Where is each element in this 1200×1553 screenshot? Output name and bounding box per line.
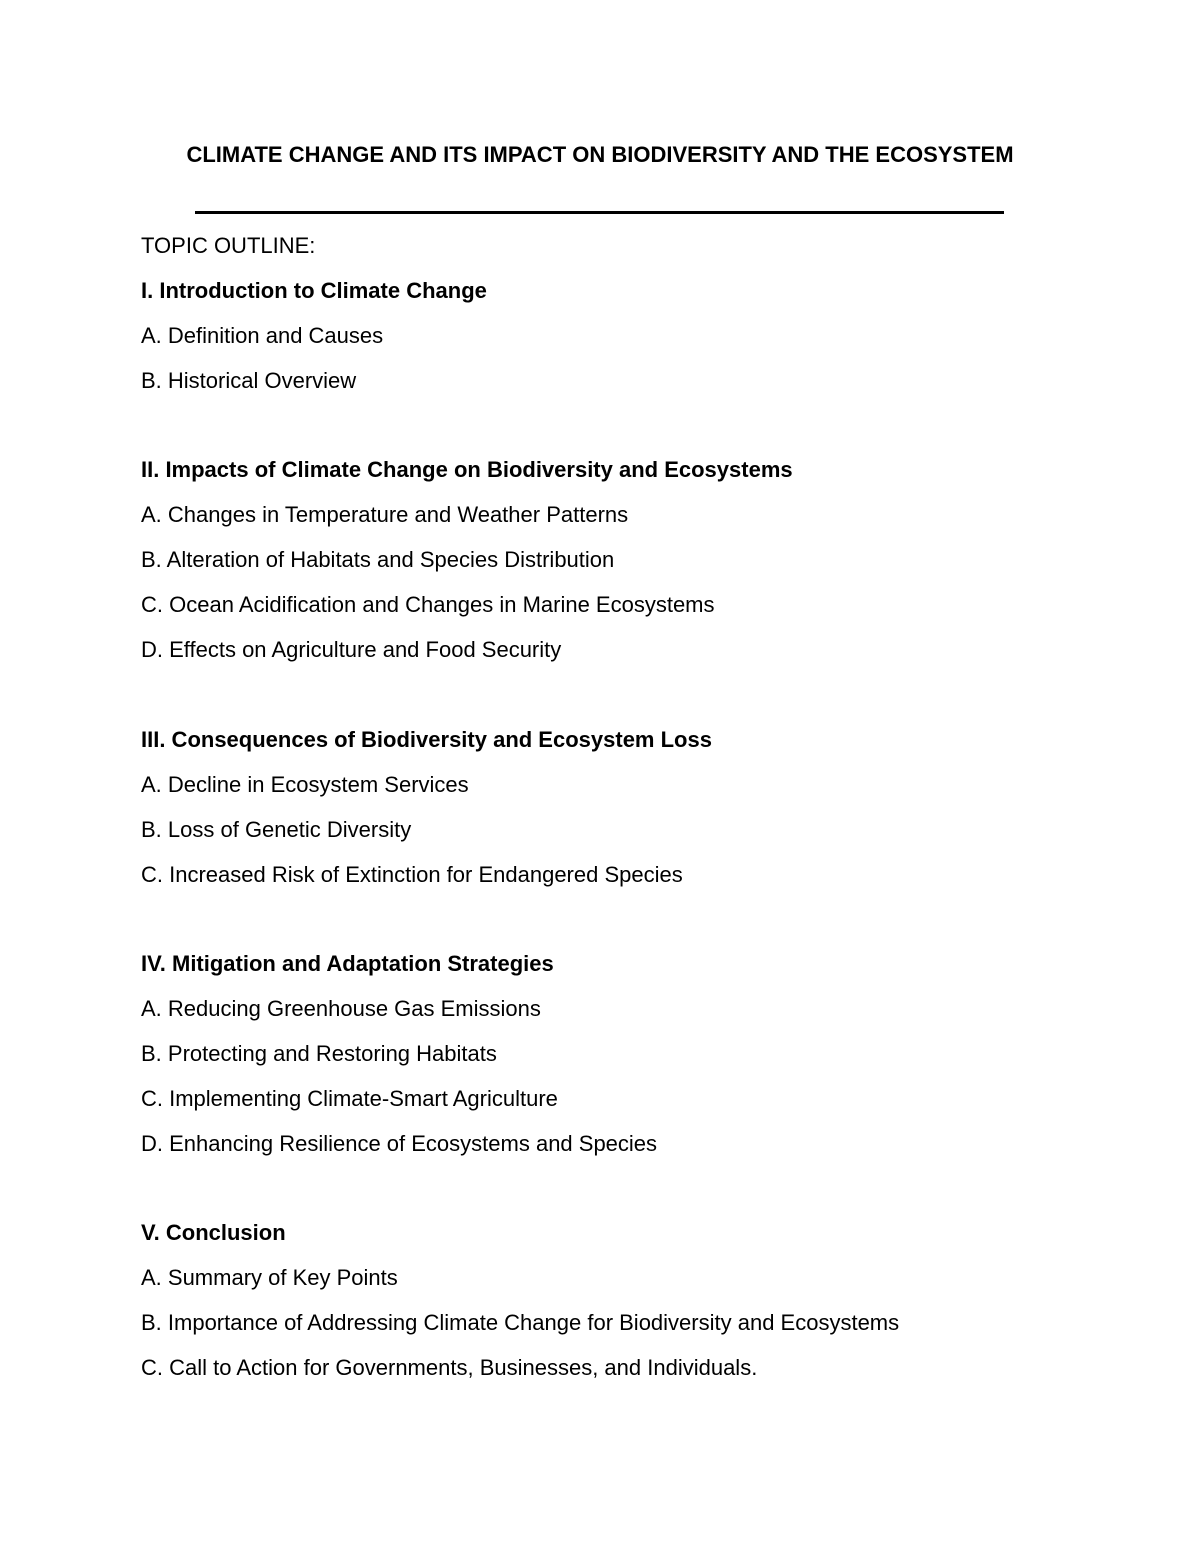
list-item: A. Summary of Key Points [141, 1265, 398, 1290]
title-underline-rule [195, 211, 1004, 214]
section-heading: V. Conclusion [141, 1220, 286, 1245]
list-item: C. Ocean Acidification and Changes in Marine Ecosystems [141, 592, 715, 617]
list-item: A. Changes in Temperature and Weather Patterns [141, 502, 629, 527]
list-item: B. Alteration of Habitats and Species Distribution [141, 547, 615, 572]
section-3 [141, 726, 712, 889]
list-item: A. Decline in Ecosystem Services [141, 772, 469, 797]
section-2 [141, 456, 793, 664]
list-item: A. Definition and Causes [141, 323, 384, 348]
section-heading: I. Introduction to Climate Change [141, 278, 487, 303]
section-4 [141, 950, 657, 1158]
list-item: D. Effects on Agriculture and Food Security [141, 637, 562, 662]
section-heading: III. Consequences of Biodiversity and Ecosystem Loss [141, 727, 712, 752]
topic-outline-label: TOPIC OUTLINE: [141, 233, 316, 258]
list-item: C. Implementing Climate-Smart Agriculture [141, 1086, 558, 1111]
list-item: B. Historical Overview [141, 368, 357, 393]
section-heading: II. Impacts of Climate Change on Biodiversity and Ecosystems [141, 457, 793, 482]
document-title: CLIMATE CHANGE AND ITS IMPACT ON BIODIVERSITY AND THE ECOSYSTEM [186, 142, 1014, 167]
list-item: C. Increased Risk of Extinction for Endangered Species [141, 862, 683, 887]
section-5 [141, 1219, 899, 1382]
list-item: B. Protecting and Restoring Habitats [141, 1041, 497, 1066]
list-item: B. Loss of Genetic Diversity [141, 817, 412, 842]
list-item: A. Reducing Greenhouse Gas Emissions [141, 996, 541, 1021]
list-item: D. Enhancing Resilience of Ecosystems and Species [141, 1131, 658, 1156]
section-heading: IV. Mitigation and Adaptation Strategies [141, 951, 554, 976]
list-item: C. Call to Action for Governments, Businesses, and Individuals. [141, 1355, 758, 1380]
section-1 [141, 277, 487, 395]
list-item: B. Importance of Addressing Climate Change for Biodiversity and Ecosystems [141, 1310, 900, 1335]
